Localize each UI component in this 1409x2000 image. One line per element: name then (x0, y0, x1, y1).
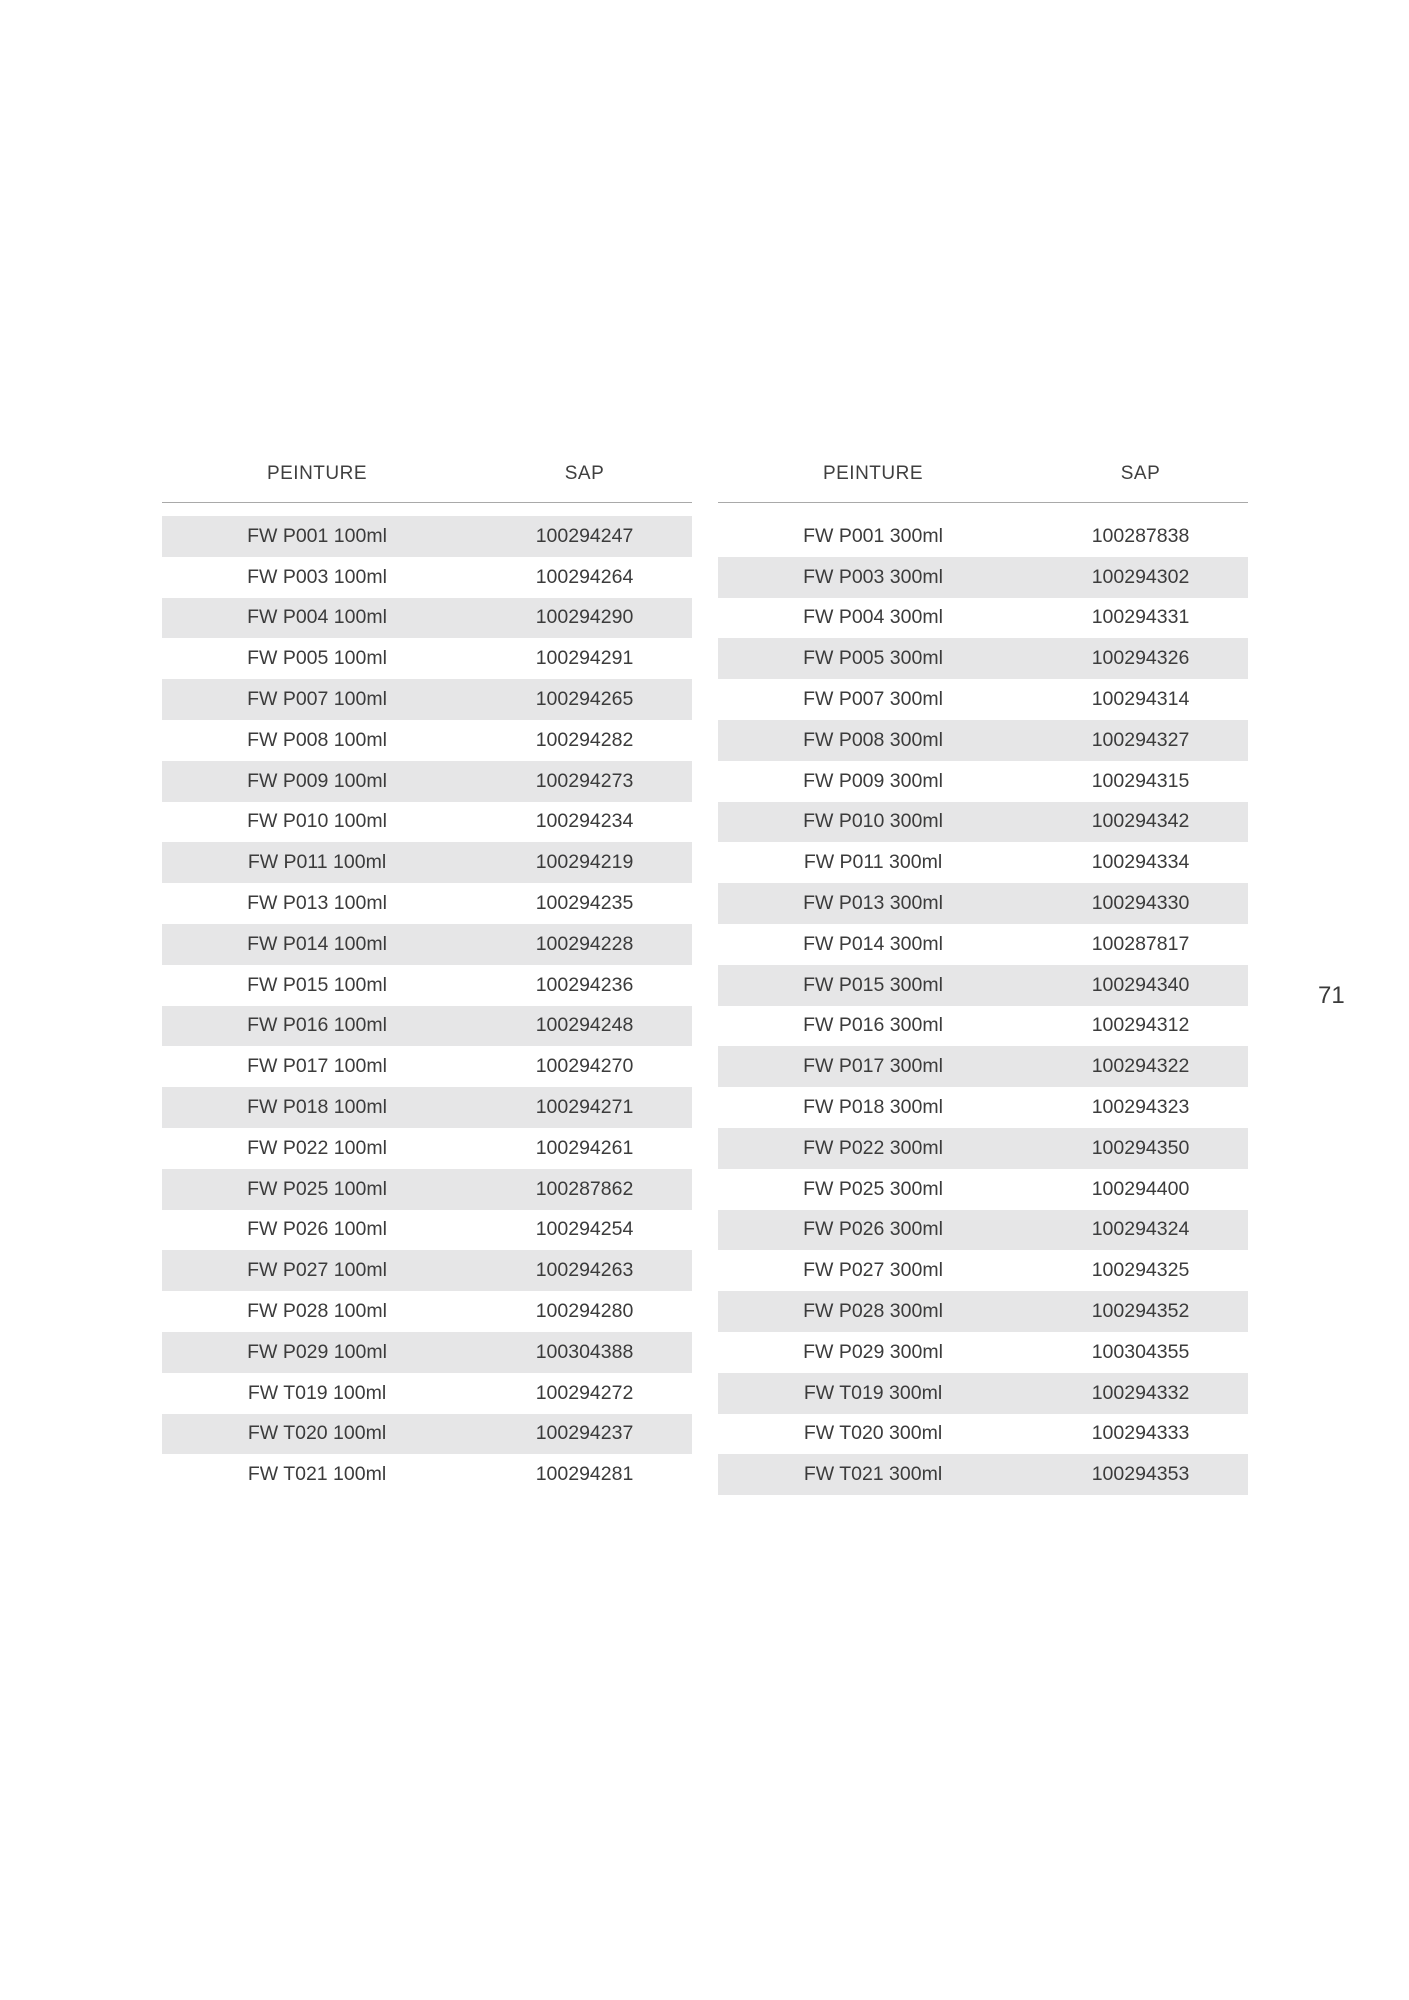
sap-code-cell: 100294315 (1091, 769, 1190, 792)
sap-code-cell: 100294331 (1091, 606, 1190, 629)
table-row (718, 557, 1248, 598)
product-name-cell: FW P007 300ml (803, 688, 943, 711)
column-header-peinture: PEINTURE (266, 463, 368, 484)
column-header-sap: SAP (564, 463, 605, 484)
table-row (162, 1128, 692, 1169)
sap-code-cell: 100294237 (535, 1422, 634, 1445)
sap-code-cell: 100294234 (535, 810, 634, 833)
table-row (718, 1291, 1248, 1332)
table-row (162, 1332, 692, 1373)
product-name-cell: FW P028 300ml (803, 1300, 943, 1323)
table-row (162, 1291, 692, 1332)
table-row (162, 638, 692, 679)
table-row (718, 1210, 1248, 1251)
product-name-cell: FW P003 100ml (247, 565, 387, 588)
sap-code-cell: 100294235 (535, 892, 634, 915)
product-name-cell: FW P022 100ml (247, 1136, 387, 1159)
sap-code-cell: 100294281 (535, 1463, 634, 1486)
sap-code-cell: 100294312 (1091, 1014, 1190, 1037)
product-name-cell: FW P008 300ml (803, 728, 943, 751)
table-row (718, 638, 1248, 679)
sap-code-cell: 100294219 (535, 851, 634, 874)
table-row (162, 1169, 692, 1210)
product-name-cell: FW P027 100ml (247, 1259, 387, 1282)
table-row (162, 1087, 692, 1128)
table-row (718, 924, 1248, 965)
table-header (162, 446, 692, 503)
table-row (162, 802, 692, 843)
product-name-cell: FW P029 300ml (803, 1340, 943, 1363)
table-row (162, 761, 692, 802)
sap-code-cell: 100294353 (1091, 1463, 1190, 1486)
table-row (162, 720, 692, 761)
sap-code-cell: 100287817 (1091, 932, 1190, 955)
table-row (718, 679, 1248, 720)
product-name-cell: FW P027 300ml (803, 1259, 943, 1282)
sap-code-cell: 100294330 (1091, 892, 1190, 915)
table-row (162, 1046, 692, 1087)
table-row (718, 1128, 1248, 1169)
sap-code-cell: 100287862 (535, 1177, 634, 1200)
sap-code-cell: 100294334 (1091, 851, 1190, 874)
product-name-cell: FW T019 300ml (803, 1381, 943, 1404)
product-name-cell: FW P015 100ml (247, 973, 387, 996)
sap-code-cell: 100304355 (1091, 1340, 1190, 1363)
sap-code-cell: 100294333 (1091, 1422, 1190, 1445)
product-name-cell: FW P016 100ml (247, 1014, 387, 1037)
table-row (718, 1169, 1248, 1210)
sap-code-cell: 100294332 (1091, 1381, 1190, 1404)
page-number: 71 (1318, 982, 1345, 1009)
column-header-sap: SAP (1120, 463, 1161, 484)
table-row (718, 883, 1248, 924)
table-row (162, 965, 692, 1006)
sap-code-cell: 100304388 (535, 1340, 634, 1363)
sap-code-cell: 100294247 (535, 524, 634, 547)
sap-code-cell: 100294325 (1091, 1259, 1190, 1282)
product-name-cell: FW P004 100ml (247, 606, 387, 629)
table-row (718, 516, 1248, 557)
product-name-cell: FW P026 100ml (247, 1218, 387, 1241)
sap-code-cell: 100294272 (535, 1381, 634, 1404)
sap-code-cell: 100294290 (535, 606, 634, 629)
product-name-cell: FW P014 300ml (803, 932, 943, 955)
table-row (162, 516, 692, 557)
product-name-cell: FW P005 300ml (803, 647, 943, 670)
product-name-cell: FW P011 100ml (247, 851, 387, 874)
product-name-cell: FW P013 300ml (803, 892, 943, 915)
sap-code-cell: 100294228 (535, 932, 634, 955)
product-name-cell: FW P018 300ml (803, 1096, 943, 1119)
table-body (162, 516, 692, 1495)
table-row (718, 1046, 1248, 1087)
product-name-cell: FW P010 300ml (803, 810, 943, 833)
sap-code-cell: 100287838 (1091, 524, 1190, 547)
product-name-cell: FW P025 300ml (803, 1177, 943, 1200)
sap-code-cell: 100294302 (1091, 565, 1190, 588)
sap-code-cell: 100294350 (1091, 1136, 1190, 1159)
sap-code-cell: 100294254 (535, 1218, 634, 1241)
sap-code-cell: 100294322 (1091, 1055, 1190, 1078)
sap-code-cell: 100294271 (535, 1096, 634, 1119)
sap-code-cell: 100294265 (535, 688, 634, 711)
product-name-cell: FW P007 100ml (247, 688, 387, 711)
product-name-cell: FW P017 300ml (803, 1055, 943, 1078)
table-row (718, 598, 1248, 639)
table-row (162, 1454, 692, 1495)
paint-table-100ml (162, 446, 692, 1495)
table-row (162, 1250, 692, 1291)
table-row (718, 1006, 1248, 1047)
product-name-cell: FW P008 100ml (247, 728, 387, 751)
table-row (718, 965, 1248, 1006)
product-name-cell: FW P010 100ml (247, 810, 387, 833)
sap-code-cell: 100294273 (535, 769, 634, 792)
product-name-cell: FW P001 100ml (247, 524, 387, 547)
table-row (718, 1373, 1248, 1414)
table-row (718, 842, 1248, 883)
table-row (718, 1414, 1248, 1455)
table-row (162, 557, 692, 598)
product-name-cell: FW P013 100ml (247, 892, 387, 915)
table-row (162, 1414, 692, 1455)
product-name-cell: FW P004 300ml (803, 606, 943, 629)
table-row (162, 842, 692, 883)
sap-code-cell: 100294248 (535, 1014, 634, 1037)
product-name-cell: FW P011 300ml (803, 851, 943, 874)
product-name-cell: FW T020 300ml (803, 1422, 943, 1445)
table-row (718, 802, 1248, 843)
sap-code-cell: 100294340 (1091, 973, 1190, 996)
sap-code-cell: 100294261 (535, 1136, 634, 1159)
table-row (162, 883, 692, 924)
sap-code-cell: 100294323 (1091, 1096, 1190, 1119)
product-name-cell: FW T021 100ml (247, 1463, 387, 1486)
table-row (162, 598, 692, 639)
sap-code-cell: 100294264 (535, 565, 634, 588)
product-name-cell: FW P025 100ml (247, 1177, 387, 1200)
table-row (162, 1006, 692, 1047)
sap-code-cell: 100294282 (535, 728, 634, 751)
table-row (718, 720, 1248, 761)
product-name-cell: FW P028 100ml (247, 1300, 387, 1323)
product-name-cell: FW P018 100ml (247, 1096, 387, 1119)
product-name-cell: FW P016 300ml (803, 1014, 943, 1037)
table-row (718, 1332, 1248, 1373)
sap-code-cell: 100294324 (1091, 1218, 1190, 1241)
paint-table-300ml (718, 446, 1248, 1495)
table-row (718, 1250, 1248, 1291)
product-name-cell: FW P015 300ml (803, 973, 943, 996)
table-row (718, 761, 1248, 802)
product-name-cell: FW P009 100ml (247, 769, 387, 792)
table-row (718, 1454, 1248, 1495)
product-name-cell: FW P005 100ml (247, 647, 387, 670)
table-row (162, 1210, 692, 1251)
sap-code-cell: 100294314 (1091, 688, 1190, 711)
table-row (718, 1087, 1248, 1128)
sap-code-cell: 100294342 (1091, 810, 1190, 833)
table-body (718, 516, 1248, 1495)
product-name-cell: FW P014 100ml (247, 932, 387, 955)
product-name-cell: FW P017 100ml (247, 1055, 387, 1078)
product-name-cell: FW P009 300ml (803, 769, 943, 792)
table-row (162, 1373, 692, 1414)
table-header (718, 446, 1248, 503)
sap-code-cell: 100294327 (1091, 728, 1190, 751)
table-row (162, 679, 692, 720)
product-name-cell: FW T021 300ml (803, 1463, 943, 1486)
sap-code-cell: 100294236 (535, 973, 634, 996)
sap-code-cell: 100294400 (1091, 1177, 1190, 1200)
product-name-cell: FW P022 300ml (803, 1136, 943, 1159)
product-name-cell: FW P001 300ml (803, 524, 943, 547)
product-name-cell: FW P029 100ml (247, 1340, 387, 1363)
sap-code-cell: 100294280 (535, 1300, 634, 1323)
product-name-cell: FW T020 100ml (247, 1422, 387, 1445)
sap-code-cell: 100294263 (535, 1259, 634, 1282)
table-row (162, 924, 692, 965)
product-name-cell: FW P003 300ml (803, 565, 943, 588)
sap-code-cell: 100294352 (1091, 1300, 1190, 1323)
column-header-peinture: PEINTURE (822, 463, 924, 484)
sap-code-cell: 100294291 (535, 647, 634, 670)
sap-code-cell: 100294270 (535, 1055, 634, 1078)
sap-code-cell: 100294326 (1091, 647, 1190, 670)
product-name-cell: FW P026 300ml (803, 1218, 943, 1241)
product-name-cell: FW T019 100ml (247, 1381, 387, 1404)
